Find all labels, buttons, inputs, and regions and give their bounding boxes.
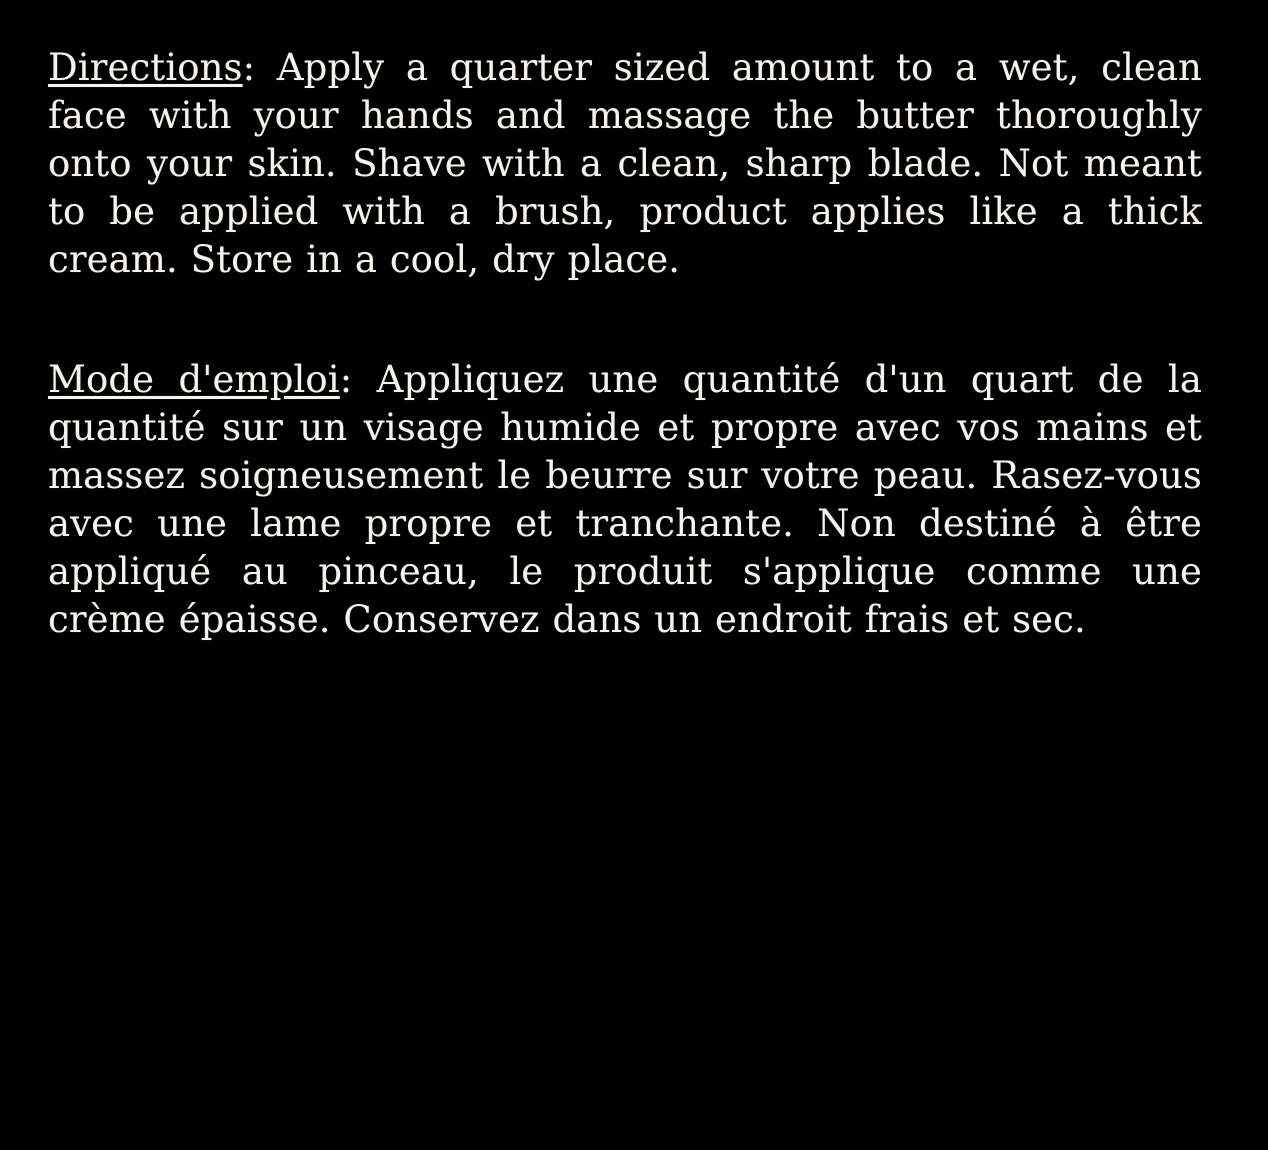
directions-section-english: [48, 44, 1202, 284]
directions-heading-french: Mode d'emploi: [48, 358, 340, 401]
directions-section-french: [48, 356, 1202, 644]
directions-paragraph-english: [48, 44, 1202, 284]
directions-body-english: Apply a quarter sized amount to a wet, clean face with your hands and massage the butter thoroughly onto your skin. Shave with a clean, sharp blade. Not meant to be applied with a brush, product applies like a thick cream. Store in a cool, dry place.: [48, 46, 1202, 281]
directions-paragraph-french: [48, 356, 1202, 644]
directions-body-french: Appliquez une quantité d'un quart de la quantité sur un visage humide et propre avec vos mains et massez soigneusement le beurre sur votre peau. Rasez-vous avec une lame propre et tranchante. Non destiné à être appliqué au pinceau, le produit s'applique comme une crème épaisse. Conservez dans un endroit frais et sec.: [48, 358, 1202, 641]
directions-heading-separator-french: :: [339, 358, 353, 401]
directions-heading-separator-english: :: [242, 46, 256, 89]
directions-heading-english: Directions: [48, 46, 243, 89]
